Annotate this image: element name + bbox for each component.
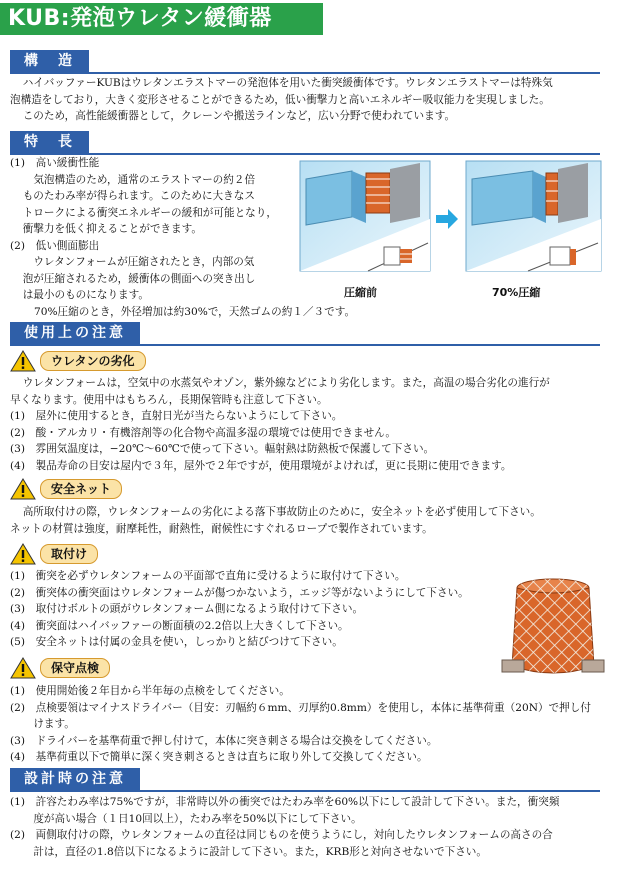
subheading-mounting	[10, 543, 98, 565]
section-heading-structure	[10, 50, 600, 74]
list-item: 度が高い場合（１日10回以上），たわみ率を50%以下にして下さい。	[33, 812, 362, 825]
warning-icon	[10, 478, 36, 500]
warning-icon	[10, 350, 36, 372]
label-pill: 安全ネット	[40, 479, 122, 499]
warning-icon	[10, 543, 36, 565]
text-line: ものたわみ率が得られます。このために大きなス	[22, 190, 255, 202]
urethane-block-after-icon	[546, 173, 558, 215]
caption-before: 圧縮前	[344, 286, 377, 299]
arrow-right-icon	[436, 209, 458, 229]
text-line: 衝撃力を低く抑えることができます。	[22, 223, 202, 235]
feature-note: 70%圧縮のとき，外径増加は約30%で，天然ゴムの約１／３です。	[34, 306, 356, 318]
product-photo-safety-net	[498, 574, 608, 682]
section-label-features: 特 長	[10, 131, 89, 153]
text-line: ウレタンフォームは，空気中の水蒸気やオゾン，紫外線などにより劣化します。また，高温の場合劣化の進行が	[22, 377, 550, 389]
text-line: ウレタンフォームが圧縮されたとき，内部の気	[33, 256, 255, 268]
feature-title-2: (2) 低い側面膨出	[10, 239, 100, 252]
section-heading-design	[10, 768, 600, 792]
section-label-usage: 使用上の注意	[10, 322, 140, 344]
label-pill: ウレタンの劣化	[40, 351, 146, 371]
text-line: ハイバッファーKUBはウレタンエラストマーの発泡体を用いた衝突緩衝体です。ウレタンエラストマーは特殊気	[22, 77, 553, 89]
warning-icon	[10, 657, 36, 679]
label-pill: 保守点検	[40, 658, 110, 678]
section-label-design: 設計時の注意	[10, 768, 140, 790]
subheading-safety-net	[10, 478, 122, 500]
text-line: は最小のものになります。	[22, 289, 149, 301]
list-item: (2) 両側取付けの際，ウレタンフォームの直径は同じものを使うようにし，対向したウレタンフォームの高さの合	[10, 829, 553, 841]
mounting-list	[10, 568, 490, 651]
list-item: (4) 製品寿命の目安は屋内で３年，屋外で２年ですが，使用環境がよければ，更に長期に使用できます。	[10, 459, 512, 472]
text-line: 気泡構造のため，通常のエラストマーの約２倍	[33, 173, 256, 186]
text-line: ネットの材質は強度，耐摩耗性，耐熱性，耐候性にすぐれるロープで製作されています。	[10, 522, 433, 535]
list-item: (1) 許容たわみ率は75%ですが，非常時以外の衝突ではたわみ率を60%以下にして設計して下さい。また，衝突頻	[10, 796, 560, 808]
design-list	[10, 794, 610, 860]
list-item: (3) ドライバーを基準荷重で押し付けて，本体に突き刺さる場合は交換をしてください。	[10, 734, 438, 747]
list-item: (3) 取付けボルトの頭がウレタンフォーム側になるよう取付けて下さい。	[10, 603, 364, 615]
text-line: このため，高性能緩衝器として，クレーンや搬送ラインなど，広い分野で使われています。	[22, 110, 456, 122]
caption-after: 70%圧縮	[492, 286, 541, 299]
maintenance-list	[10, 683, 610, 766]
after-panel	[466, 161, 601, 271]
section-heading-features	[10, 131, 600, 155]
list-item: (5) 安全ネットは付属の金具を使い，しっかりと結びつけて下さい。	[10, 636, 343, 648]
subheading-deterioration	[10, 350, 146, 372]
list-item: (1) 使用開始後２年目から半年毎の点検をしてください。	[10, 685, 290, 697]
list-item: けます。	[33, 718, 75, 730]
list-item: (2) 衝突体の衝突面はウレタンフォームが傷つかないよう，エッジ等がないようにして下さい。	[10, 586, 469, 599]
subheading-maintenance	[10, 657, 110, 679]
features-text	[10, 155, 300, 304]
list-item: (1) 衝突を必ずウレタンフォームの平面部で直角に受けるように取付けて下さい。	[10, 570, 406, 582]
before-panel	[300, 161, 430, 271]
text-line: トロークによる衝突エネルギーの緩和が可能となり，	[22, 206, 277, 219]
deterioration-text	[10, 375, 610, 474]
list-item: (4) 基準荷重以下で簡単に深く突き刺さるときは直ちに取り外して交換してください。	[10, 751, 428, 763]
text-line: 泡構造をしており，大きく変形させることができるため，低い衝撃力と高いエネルギー吸収能力を実現しました。	[10, 93, 550, 106]
list-item: 計は，直径の1.8倍以下になるように設計して下さい。また，KRB形と対向させないで下さい。	[33, 845, 487, 858]
feature-title-1: (1) 高い緩衝性能	[10, 157, 100, 169]
page-title: KUB:発泡ウレタン緩衝器	[0, 3, 323, 35]
section-label-structure: 構 造	[10, 50, 89, 72]
list-item: (2) 点検要領はマイナスドライバー（目安：刃幅約６mm、刃厚約0.8mm）を使用し，本体に基準荷重（20N）で押し付	[10, 701, 591, 714]
safety-net-text	[10, 504, 610, 537]
list-item: (4) 衝突面はハイバッファーの断面積の2.2倍以上大きくして下さい。	[10, 619, 349, 632]
structure-text	[10, 75, 605, 125]
list-item: (1) 屋外に使用するとき，直射日光が当たらないようにして下さい。	[10, 410, 343, 422]
text-line: 高所取付けの際，ウレタンフォームの劣化による落下事故防止のために，安全ネットを必ず使用して下さい。	[22, 506, 541, 518]
list-item: (3) 雰囲気温度は，−20℃〜60℃で使って下さい。輻射熱は防熱板で保護して下さい。	[10, 443, 435, 455]
text-line: 早くなります。使用中はもちろん，長期保管時も注意して下さい。	[10, 393, 328, 406]
list-item: (2) 酸・アルカリ・有機溶剤等の化合物や高温多湿の環境では使用できません。	[10, 426, 396, 439]
section-heading-usage	[10, 322, 600, 346]
text-line: 泡が圧縮されるため，緩衝体の側面への突き出し	[22, 272, 256, 285]
compression-diagram	[298, 159, 608, 299]
label-pill: 取付け	[40, 544, 98, 564]
urethane-block-before-icon	[366, 173, 390, 213]
